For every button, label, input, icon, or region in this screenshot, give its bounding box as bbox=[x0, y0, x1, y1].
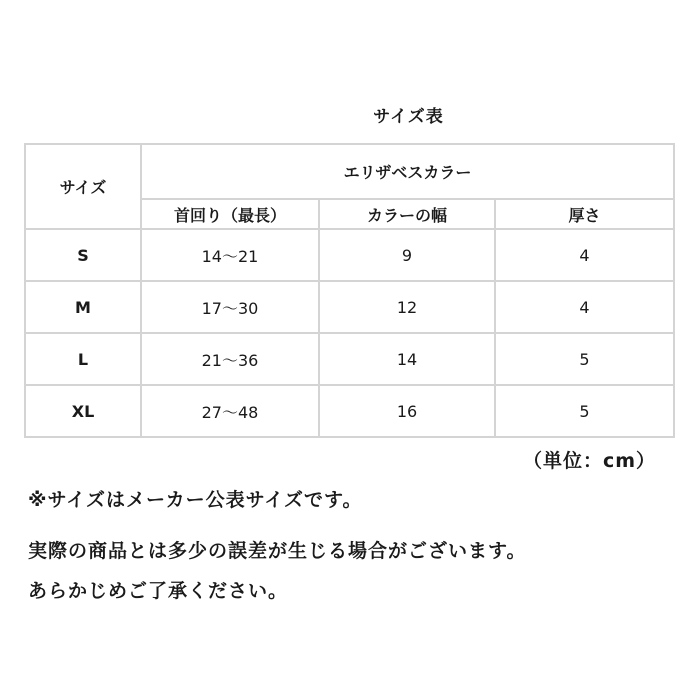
note-line: ※サイズはメーカー公表サイズです。 bbox=[28, 489, 363, 511]
table-title: サイズ表 bbox=[373, 107, 444, 127]
table-row bbox=[25, 385, 674, 437]
width-cell: 12 bbox=[319, 281, 495, 333]
neck-cell: 17～30 bbox=[141, 281, 319, 333]
width-cell: 14 bbox=[319, 333, 495, 385]
table-row bbox=[25, 333, 674, 385]
thickness-cell: 4 bbox=[495, 281, 674, 333]
width-cell: 16 bbox=[319, 385, 495, 437]
note-line: 実際の商品とは多少の誤差が生じる場合がございます。 bbox=[28, 540, 527, 562]
note-line: あらかじめご了承ください。 bbox=[28, 580, 289, 602]
size-cell: L bbox=[25, 333, 141, 385]
table-row bbox=[25, 229, 674, 281]
width-cell: 9 bbox=[319, 229, 495, 281]
column-header-width: カラーの幅 bbox=[319, 199, 495, 229]
size-header-cell: サイズ bbox=[25, 144, 141, 229]
group-header-cell: エリザベスカラー bbox=[141, 144, 674, 199]
neck-cell: 27～48 bbox=[141, 385, 319, 437]
unit-label: （単位：cm） bbox=[522, 450, 656, 472]
size-cell: M bbox=[25, 281, 141, 333]
column-header-neck: 首回り（最長） bbox=[141, 199, 319, 229]
size-cell: S bbox=[25, 229, 141, 281]
thickness-cell: 5 bbox=[495, 333, 674, 385]
size-cell: XL bbox=[25, 385, 141, 437]
size-table bbox=[24, 143, 675, 438]
thickness-cell: 5 bbox=[495, 385, 674, 437]
neck-cell: 21～36 bbox=[141, 333, 319, 385]
neck-cell: 14～21 bbox=[141, 229, 319, 281]
thickness-cell: 4 bbox=[495, 229, 674, 281]
table-row bbox=[25, 281, 674, 333]
column-header-thickness: 厚さ bbox=[495, 199, 674, 229]
